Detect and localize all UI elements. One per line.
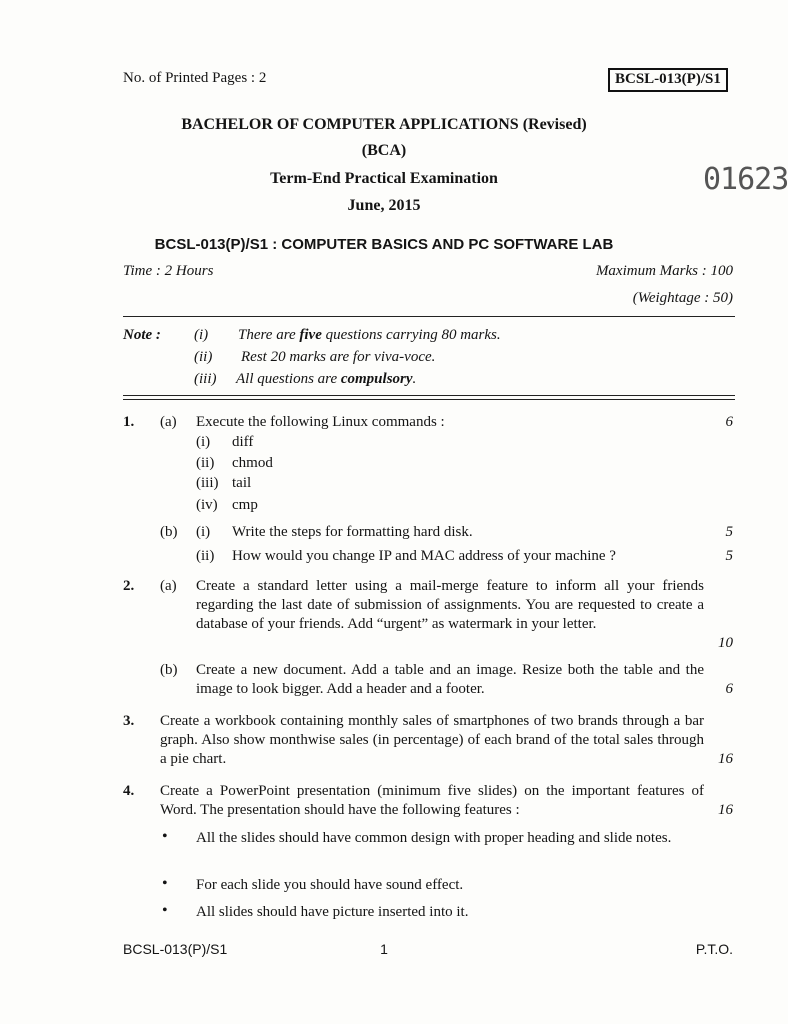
command-name: diff [232, 434, 254, 450]
question-part-label: (b) [160, 662, 178, 678]
question-number: 2. [123, 578, 135, 594]
command-name: tail [232, 475, 252, 491]
command-number: (ii) [196, 455, 215, 471]
note-item-number: (i) [194, 327, 209, 343]
bullet-icon: • [162, 875, 168, 892]
note-item-text: All questions are compulsory. [236, 371, 417, 387]
stamp-number: 01623 [703, 162, 788, 197]
command-number: (iv) [196, 497, 218, 513]
note-item-number: (ii) [194, 349, 213, 365]
bullet-icon: • [162, 902, 168, 919]
program-title: BACHELOR OF COMPUTER APPLICATIONS (Revised) [181, 116, 587, 133]
exam-session: June, 2015 [347, 197, 421, 214]
question-marks: 5 [725, 524, 733, 540]
footer-paper-code: BCSL-013(P)/S1 [123, 941, 228, 957]
note-item-number: (iii) [194, 371, 217, 387]
divider-note-top [123, 395, 735, 396]
command-name: cmp [232, 497, 258, 513]
sub-question-text: Write the steps for formatting hard disk. [232, 524, 473, 540]
command-number: (i) [196, 434, 211, 450]
divider-note-bottom [123, 399, 735, 400]
bullet-text: All slides should have picture inserted into it. [196, 904, 469, 920]
question-marks: 5 [725, 548, 733, 564]
question-part-label: (b) [160, 524, 178, 540]
note-item-text: Rest 20 marks are for viva-voce. [241, 349, 436, 365]
footer-pto: P.T.O. [695, 941, 733, 957]
question-part-label: (a) [160, 578, 177, 594]
note-label: Note : [123, 327, 161, 343]
time-allowed: Time : 2 Hours [123, 263, 214, 279]
program-short: (BCA) [361, 142, 407, 159]
bullet-text: All the slides should have common design with proper heading and slide notes. [196, 830, 672, 846]
bullet-icon: • [162, 828, 168, 845]
question-marks: 16 [718, 802, 733, 818]
command-name: chmod [232, 455, 273, 471]
bullet-text: For each slide you should have sound effect. [196, 877, 464, 893]
subject-title: BCSL-013(P)/S1 : COMPUTER BASICS AND PC SOFTWARE LAB [154, 236, 614, 253]
question-part-label: (a) [160, 414, 177, 430]
sub-question-number: (ii) [196, 548, 215, 564]
question-text: Create a workbook containing monthly sales of smartphones of two brands through a bar graph. Also show monthwise sales (in percentage) of each brand of the total sales through a pie chart. [160, 713, 704, 767]
command-number: (iii) [196, 475, 219, 491]
question-text: Create a new document. Add a table and an image. Resize both the table and the image to look bigger. Add a header and a footer. [196, 662, 704, 697]
question-number: 3. [123, 713, 135, 729]
exam-title: Term-End Practical Examination [270, 170, 498, 187]
maximum-marks: Maximum Marks : 100 [595, 263, 733, 279]
weightage: (Weightage : 50) [632, 290, 733, 306]
question-number: 1. [123, 414, 135, 430]
sub-question-number: (i) [196, 524, 211, 540]
paper-code-box: BCSL-013(P)/S1 [608, 68, 728, 92]
sub-question-text: How would you change IP and MAC address of your machine ? [232, 548, 616, 564]
divider-top [123, 316, 735, 317]
question-text: Create a standard letter using a mail-merge feature to inform all your friends regarding the last date of submission of assignments. You are requested to create a database of your friends. Add “urgent” as watermark in your letter. [196, 578, 704, 632]
question-marks: 6 [725, 414, 733, 430]
printed-pages-count: No. of Printed Pages : 2 [123, 70, 267, 86]
question-number: 4. [123, 783, 135, 799]
question-text: Create a PowerPoint presentation (minimum five slides) on the important features of Word. The presentation should have the following features : [160, 783, 704, 818]
question-marks: 10 [718, 635, 733, 651]
question-marks: 16 [718, 751, 733, 767]
question-marks: 6 [725, 681, 733, 697]
question-text: Execute the following Linux commands : [196, 414, 445, 430]
note-item-text: There are five questions carrying 80 marks. [238, 327, 501, 343]
footer-page-number: 1 [380, 941, 388, 957]
